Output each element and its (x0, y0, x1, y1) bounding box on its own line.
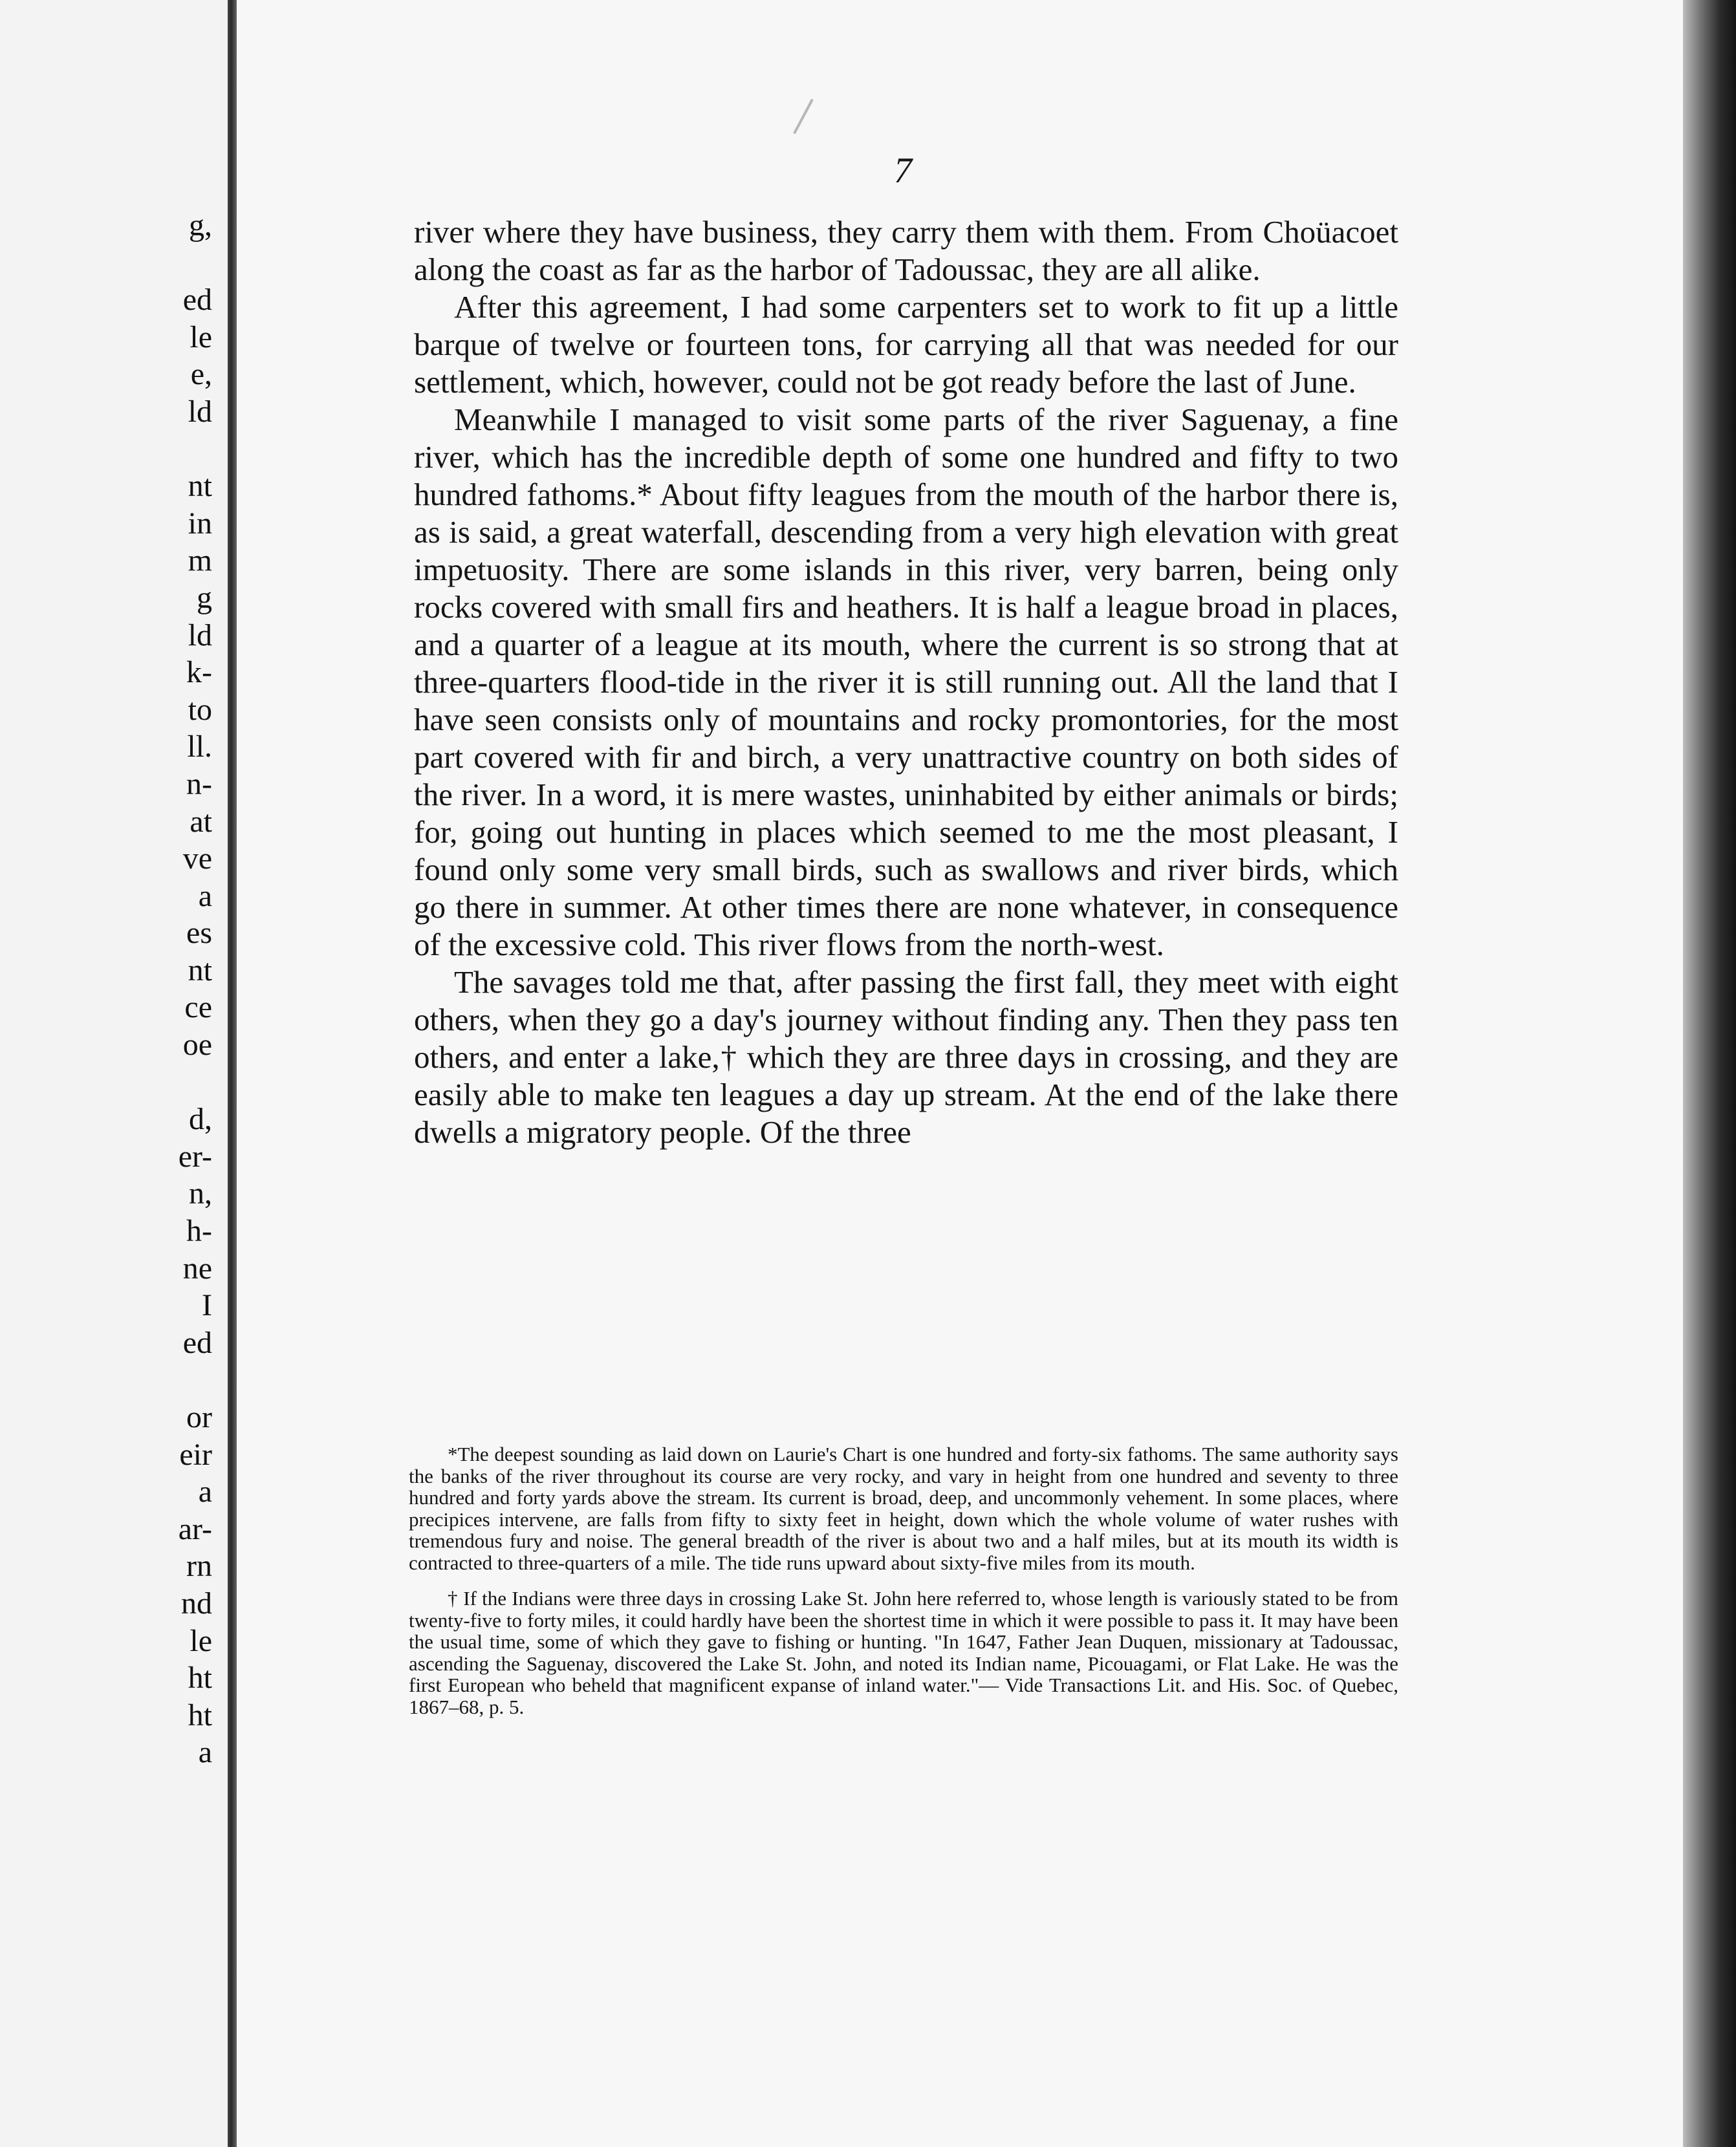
footnote-saguenay-depth: *The deepest sounding as laid down on Laurie's Chart is one hundred and forty-six fathoms. The same authority says the banks of the river throughout its course are very rocky, and vary in height from one hundred and seventy to three hundred and forty yards above the stream. Its current is broad, deep, and uncommonly vehement. In some places, where precipices intervene, are falls from fifty to sixty feet in height, down which the whole volume of water rushes with tremendous fury and noise. The general breadth of the river is about two and a half miles, but at its mouth its width is contracted to three-quarters of a mile. The tide runs upward about sixty-five miles from its mouth. (409, 1443, 1398, 1574)
paragraph-continued: river where they have business, they carry them with them. From Choüacoet along the coast as far as the harbor of Tadoussac, they are all alike. (414, 214, 1398, 287)
book-gutter (228, 0, 237, 2147)
paragraph: Meanwhile I managed to visit some parts of the river Saguenay, a fine river, which has the incredible depth of some one hundred and fifty to two hundred fathoms.* About fifty leagues from the mouth of the harbor there is, as is said, a great waterfall, descending from a very high elevation with great impetuosity. There are some islands in this river, very barren, being only rocks covered with small firs and heathers. It is half a league broad in places, and a quarter of a league at its mouth, where the current is so strong that at three-quarters flood-tide in the river it is still running out. All the land that I have seen consists only of mountains and rocky promontories, for the most part covered with fir and birch, a very unattractive country on both sides of the river. In a word, it is mere wastes, uninhabited by either animals or birds; for, going out hunting in places which seemed to me the most pleasant, I found only some very small birds, such as swallows and river birds, which go there in summer. At other times there are none whatever, in consequence of the excessive cold. This river flows from the north-west. (414, 402, 1398, 962)
page-edge-shadow (1683, 0, 1736, 2147)
left-page-line-fragments: g, ed le e, ld nt in m g ld k- to ll. n- at ve a es nt ce oe d, er- n, h- ne I ed or eir a ar- rn nd le ht ht a (178, 208, 212, 1770)
paragraph: The savages told me that, after passing the first fall, they meet with eight others, when they go a day's journey without finding any. Then they pass ten others, and enter a lake,† which they are three days in crossing, and they are easily able to make ten leagues a day up stream. At the end of the lake there dwells a migratory people. Of the three (414, 964, 1398, 1150)
footnote-lake-st-john: † If the Indians were three days in crossing Lake St. John here referred to, whose length is variously stated to be from twenty-five to forty miles, it could hardly have been the shortest time in which it were possible to pass it. It may have been the usual time, some of which they gave to fishing or hunting. "In 1647, Father Jean Duquen, missionary at Tadoussac, ascending the Saguenay, discovered the Lake St. John, and noted its Indian name, Picouagami, or Flat Lake. He was the first European who beheld that magnificent expanse of inland water."— Vide Transactions Lit. and His. Soc. of Quebec, 1867–68, p. 5. (409, 1587, 1398, 1718)
footnotes (409, 1443, 1398, 1732)
page-number: 7 (894, 151, 913, 191)
body-text (414, 213, 1398, 1151)
paragraph: After this agreement, I had some carpenters set to work to fit up a little barque of twelve or fourteen tons, for carrying all that was needed for our settlement, which, however, could not be got ready before the last of June. (414, 289, 1398, 400)
left-page-edge (0, 0, 228, 2147)
